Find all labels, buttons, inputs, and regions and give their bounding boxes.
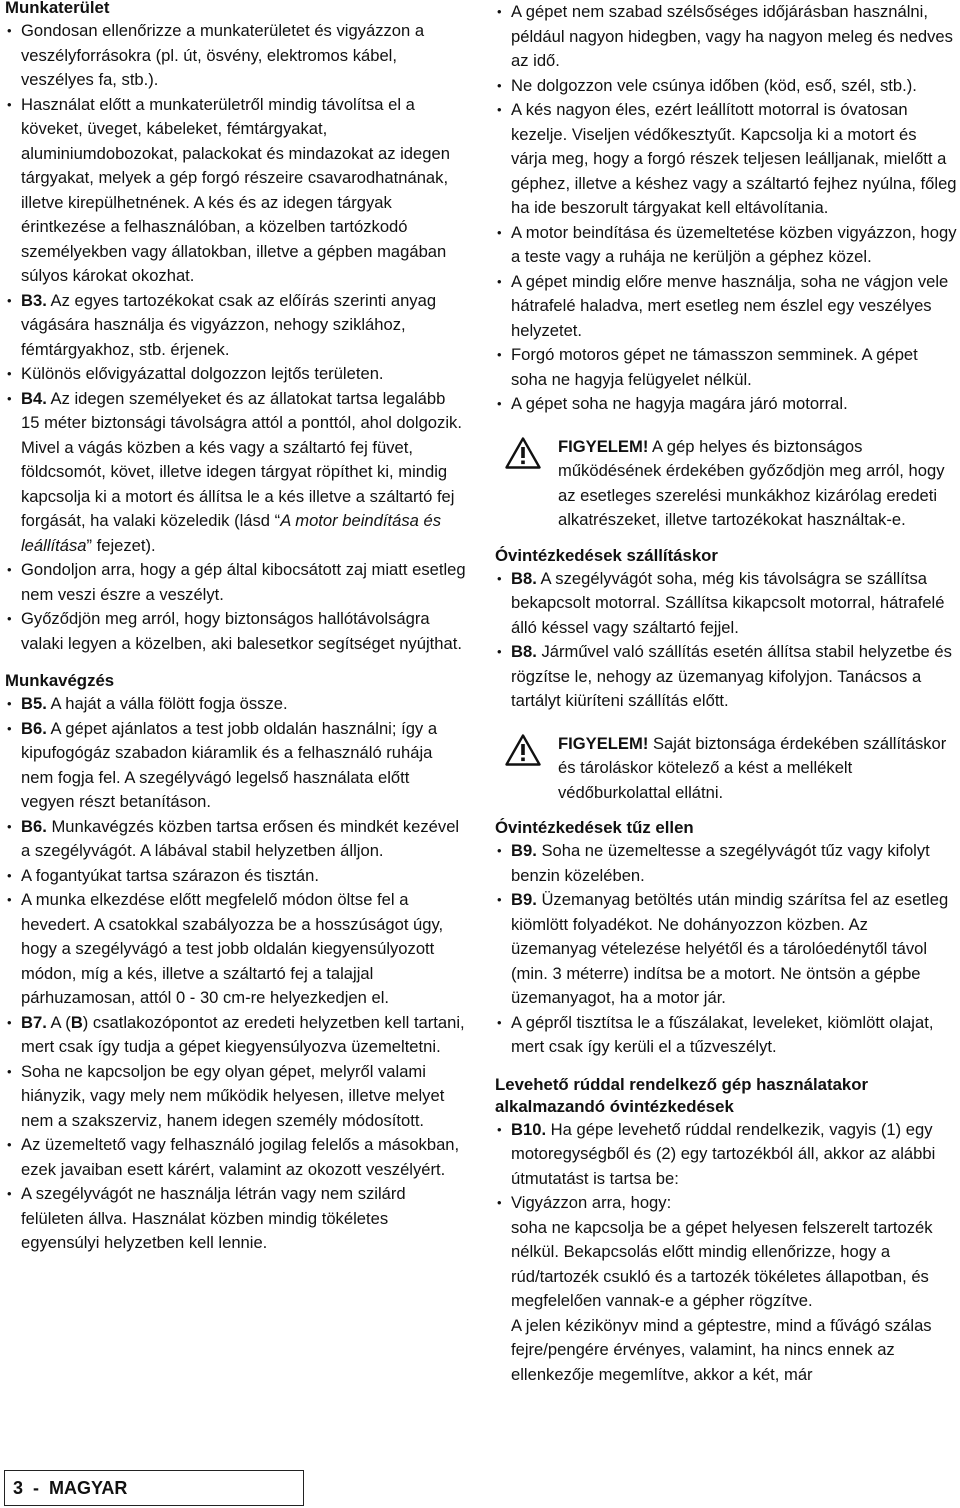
list-item: • A gépet soha ne hagyja magára járó motorral. xyxy=(495,392,957,417)
general-safety-list xyxy=(495,0,957,417)
list-item: • Használat előtt a munkaterületről mindig távolítsa el a köveket, üveget, kábeleket, fémtárgyakat, aluminiumdobozokat, palackokat és mindazokat az idegen tárgyakat, melyek a gép forgó részeire csavarodhatnának, illetve kirepülhetnének. A kés és az idegen tárgyak érintkezése a felhasználóban, a közelben tartózkodó személyekben vagy állatokban, illetve a gépben magában súlyos károkat okozhat. xyxy=(5,93,467,289)
warning-triangle-icon xyxy=(505,734,541,766)
list-item: • B4. Az idegen személyeket és az állatokat tartsa legalább 15 méter biztonsági távolságra attól a ponttól, ahol dolgozik. Mivel a vágás közben a kés vagy a száltartó fej füvet, földcsomót, követ, illetve idegen tárgyat röpíthet ki, mindig kapcsolja ki a motort és állítsa le a kés illetve a száltartó fej forgását, ha valaki közeledik (lásd “A motor beindítása és leállítása” fejezet). xyxy=(5,387,467,559)
munkaterulet-list xyxy=(5,19,467,656)
page-number-label: 3 - MAGYAR xyxy=(13,1477,128,1498)
list-item: • A gépet nem szabad szélsőséges időjárásban használni, például nagyon hidegben, vagy ha nagyon meleg és nedves az idő. xyxy=(495,0,957,74)
list-item: • B8. A szegélyvágót soha, még kis távolságra se szállítsa bekapcsolt motorral. Szállítsa kikapcsolt motorral, hátrafelé álló késsel vagy száltartó fejjel. xyxy=(495,567,957,641)
list-item: • A szegélyvágót ne használja létrán vagy nem szilárd felületen állva. Használat közben mindig tökéletes egyensúlyi helyzetben kell lennie. xyxy=(5,1182,467,1256)
list-item: • A gépről tisztítsa le a fűszálakat, leveleket, kiömlött olajat, mert csak így kerüli el a tűzveszélyt. xyxy=(495,1011,957,1060)
heading-munkavegzes: Munkavégzés xyxy=(5,671,115,690)
list-item: • B5. A haját a válla fölött fogja össze. xyxy=(5,692,467,717)
list-item: • Soha ne kapcsoljon be egy olyan gépet, melyről valami hiányzik, vagy mely nem működik helyesen, illetve melyet nem a szakszerviz, hanem idegen személy módosított. xyxy=(5,1060,467,1134)
warning-box-transport: FIGYELEM! Saját biztonsága érdekében szállításkor és tároláskor kötelező a kést a mellékelt védőburkolattal ellátni. xyxy=(495,732,957,806)
heading-szallitas: Óvintézkedések szállításkor xyxy=(495,545,718,565)
list-item: • Különös elővigyázattal dolgozzon lejtős területen. xyxy=(5,362,467,387)
heading-munkaterulet: Munkaterület xyxy=(5,0,110,17)
list-item: • Gondoljon arra, hogy a gép által kibocsátott zaj miatt esetleg nem veszi észre a veszélyt. xyxy=(5,558,467,607)
list-item: • A munka elkezdése előtt megfelelő módon öltse fel a hevedert. A csatokkal szabályozza be a hosszúságot úgy, hogy a szegélyvágó a test jobb oldalán kiegyensúlyozott módon, míg a kés, illetve a száltartó fej a talajjal párhuzamosan, attól 0 - 30 cm-re helyezkedjen el. xyxy=(5,888,467,1011)
list-item: • B7. A (B) csatlakozópontot az eredeti helyzetben kell tartani, mert csak így tudja a gépet kiegyensúlyozva üzemeltetni. xyxy=(5,1011,467,1060)
list-item: • Ne dolgozzon vele csúnya időben (köd, eső, szél, stb.). xyxy=(495,74,957,99)
munkavegzes-list xyxy=(5,692,467,1256)
list-item: • Győződjön meg arról, hogy biztonságos hallótávolságra valaki legyen a közelben, aki balesetkor segítséget nyújthat. xyxy=(5,607,467,656)
right-column xyxy=(495,0,957,1387)
list-item: • B9. Üzemanyag betöltés után mindig szárítsa fel az esetleg kiömlött folyadékot. Ne dohányozzon közben. Az üzemanyag vételezése helyétől és a tárolóedénytől távol (min. 3 méterre) indítsa be a motort. Ne öntsön a gépbe üzemanyagot, ha a motor jár. xyxy=(495,888,957,1011)
list-item: • Az üzemeltető vagy felhasználó jogilag felelős a másokban, ezek javaiban esett kárért, valamint az okozott veszélyért. xyxy=(5,1133,467,1182)
list-item: • A gépet mindig előre menve használja, soha ne vágjon vele hátrafelé haladva, mert esetleg nem észlel egy veszélyes helyzetet. xyxy=(495,270,957,344)
list-item: • A fogantyúkat tartsa szárazon és tisztán. xyxy=(5,864,467,889)
heading-rud: Levehető rúddal rendelkező gép használatakor alkalmazandó óvintézkedések xyxy=(495,1074,869,1116)
page-footer xyxy=(4,1470,304,1506)
list-item: • B6. Munkavégzés közben tartsa erősen és mindkét kezével a szegélyvágót. A lábával stabil helyzetben álljon. xyxy=(5,815,467,864)
list-item: • A motor beindítása és üzemeltetése közben vigyázzon, hogy a teste vagy a ruhája ne kerüljön a géphez közel. xyxy=(495,221,957,270)
list-item: • B8. Járművel való szállítás esetén állítsa stabil helyzetbe és rögzítse le, nehogy az üzemanyag kifolyjon. Tanácsos a tartályt kiüríteni szállítás előtt. xyxy=(495,640,957,714)
rud-list xyxy=(495,1118,957,1388)
list-item: • Forgó motoros gépet ne támasszon semminek. A gépet soha ne hagyja felügyelet nélkül. xyxy=(495,343,957,392)
warning-box-parts: FIGYELEM! A gép helyes és biztonságos működésének érdekében győződjön meg arról, hogy az esetleges szerelési munkákhoz kizárólag eredeti alkatrészeket, illetve tartozékokat használtak-e. xyxy=(495,435,957,533)
left-column xyxy=(5,0,467,1256)
list-item: • B10. Ha gépe levehető rúddal rendelkezik, vagyis (1) egy motoregységből és (2) egy tartozékból áll, akkor az alábbi útmutatást is tartsa be: xyxy=(495,1118,957,1192)
list-item: • B9. Soha ne üzemeltesse a szegélyvágót tűz vagy kifolyt benzin közelében. xyxy=(495,839,957,888)
list-item: • Vigyázzon arra, hogy: soha ne kapcsolja be a gépet helyesen felszerelt tartozék nélkül. Bekapcsolás előtt mindig ellenőrizze, hogy a rúd/tartozék csukló és a tartozék tökéletes állapotban, és megfelelően vannak-e a gépher rögzítve. A jelen kézikönyv mind a géptestre, mind a fűvágó szálas fejre/pengére érvényes, valamint, ha nincs ennek az ellenkezője megemlítve, akkor a két, már xyxy=(495,1191,957,1387)
list-item: • A kés nagyon éles, ezért leállított motorral is óvatosan kezelje. Viseljen védőkesztyűt. Kapcsolja ki a motort és várja meg, hogy a forgó részek teljesen leálljanak, mielőtt a géphez, illetve a késhez vagy a száltartó fejhez nyúlna, főleg ha ide beszorult tárgyakat kell eltávolítania. xyxy=(495,98,957,221)
warning-triangle-icon xyxy=(505,437,541,469)
tuz-list xyxy=(495,839,957,1060)
list-item: • Gondosan ellenőrizze a munkaterületet és vigyázzon a veszélyforrásokra (pl. út, ösvény, elektromos kábel, veszélyes fa, stb.). xyxy=(5,19,467,93)
list-item: • B6. A gépet ajánlatos a test jobb oldalán használni; így a kipufogógáz szabadon kiáramlik és a felhasználó ruhája nem fogja fel. A szegélyvágó legelső használata előtt vegyen részt betanításon. xyxy=(5,717,467,815)
list-item: • B3. Az egyes tartozékokat csak az előírás szerinti anyag vágására használja és vigyázzon, nehogy sziklához, fémtárgyakhoz, stb. érjenek. xyxy=(5,289,467,363)
heading-tuz: Óvintézkedések tűz ellen xyxy=(495,818,694,837)
szallitas-list xyxy=(495,567,957,714)
